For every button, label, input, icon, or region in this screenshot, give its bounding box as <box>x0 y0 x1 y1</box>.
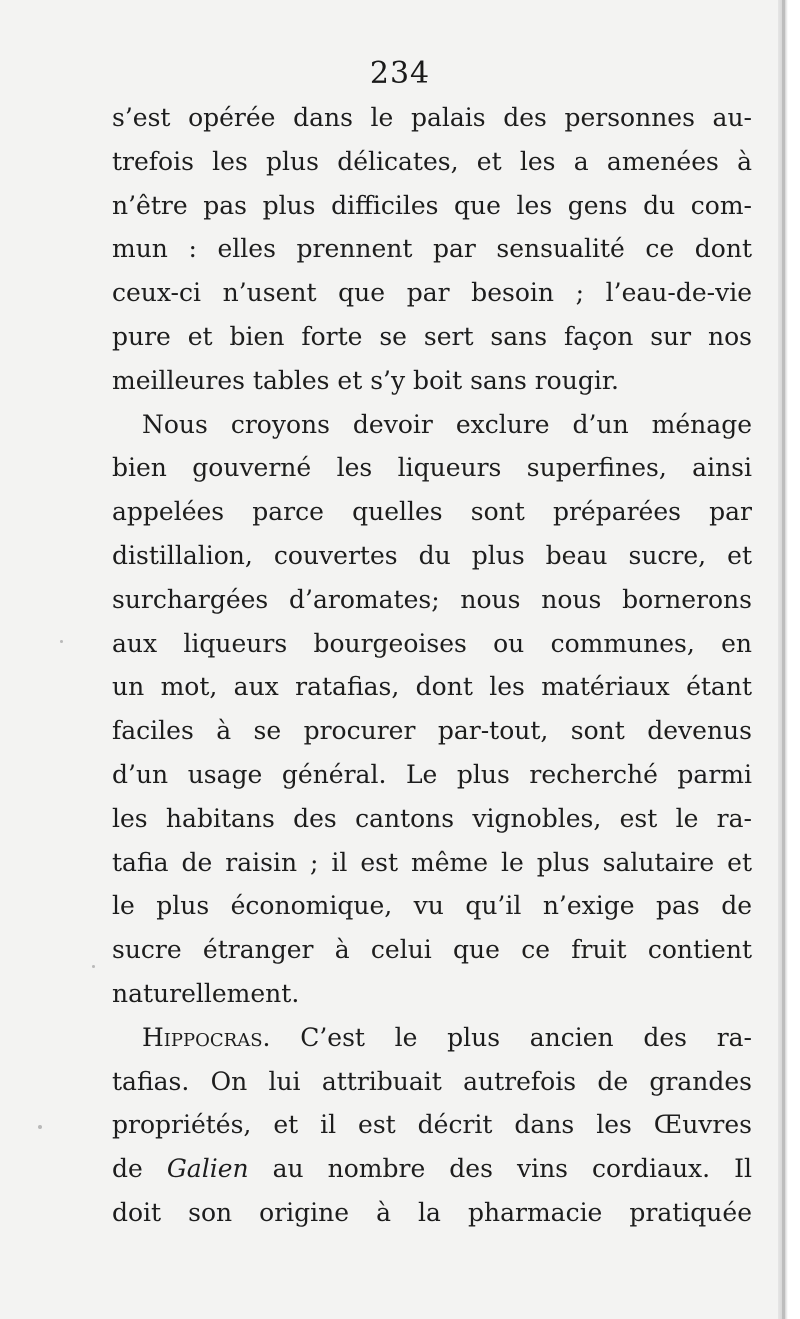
text-line: n’être pas plus difficiles que les gens du com- <box>112 190 752 220</box>
text-line: aux liqueurs bourgeoises ou communes, en <box>112 628 752 658</box>
text-line: d’un usage général. Le plus recherché parmi <box>112 759 752 789</box>
page-edge-shadow <box>778 0 800 1319</box>
text-line: trefois les plus délicates, et les a amenées à <box>112 146 752 176</box>
text-fragment: de <box>112 1154 167 1184</box>
text-line: distillalion, couvertes du plus beau sucre, et <box>112 540 752 570</box>
text-line: s’est opérée dans le palais des personnes au- <box>112 103 752 132</box>
text-line: sucre étranger à celui que ce fruit contient <box>112 935 752 965</box>
text-line: naturellement. <box>112 978 300 1008</box>
text-line: pure et bien forte se sert sans façon sur nos <box>112 321 752 351</box>
text-line: les habitans des cantons vignobles, est le ra- <box>112 803 752 833</box>
text-line: appelées parce quelles sont préparées par <box>112 497 752 527</box>
text-line: tafia de raisin ; il est même le plus salutaire et <box>112 847 752 877</box>
text-line: faciles à se procurer par-tout, sont devenus <box>112 716 752 746</box>
text-line: ceux-ci n’usent que par besoin ; l’eau-de-vie <box>112 278 752 308</box>
text-line: propriétés, et il est décrit dans les Œuvres <box>112 1110 752 1140</box>
author-name: Galien <box>166 1154 249 1184</box>
text-line: mun : elles prennent par sensualité ce dont <box>112 234 752 264</box>
text-line: tafias. On lui attribuait autrefois de grandes <box>112 1066 752 1096</box>
scan-speck <box>38 1125 42 1129</box>
text-line: un mot, aux ratafias, dont les matériaux étant <box>112 672 752 702</box>
text-line <box>112 1016 752 1060</box>
text-line: doit son origine à la pharmacie pratiquée <box>112 1197 752 1227</box>
body-text <box>112 96 752 1235</box>
text-line: meilleures tables et s’y boit sans rougir. <box>112 365 619 395</box>
scan-speck <box>60 640 63 643</box>
text-fragment: au nombre des vins cordiaux. Il <box>248 1154 752 1184</box>
text-fragment: C’est le plus ancien des ra- <box>270 1022 752 1052</box>
section-heading: Hippocras. <box>142 1022 271 1052</box>
text-line: bien gouverné les liqueurs superfines, ainsi <box>112 453 752 483</box>
scan-speck <box>92 965 95 968</box>
text-line: le plus économique, vu qu’il n’exige pas de <box>112 891 752 921</box>
text-line: surchargées d’aromates; nous nous bornerons <box>112 584 752 614</box>
text-line: Nous croyons devoir exclure d’un ménage <box>142 409 752 439</box>
text-line <box>112 1147 752 1191</box>
page-number: 234 <box>369 56 431 91</box>
